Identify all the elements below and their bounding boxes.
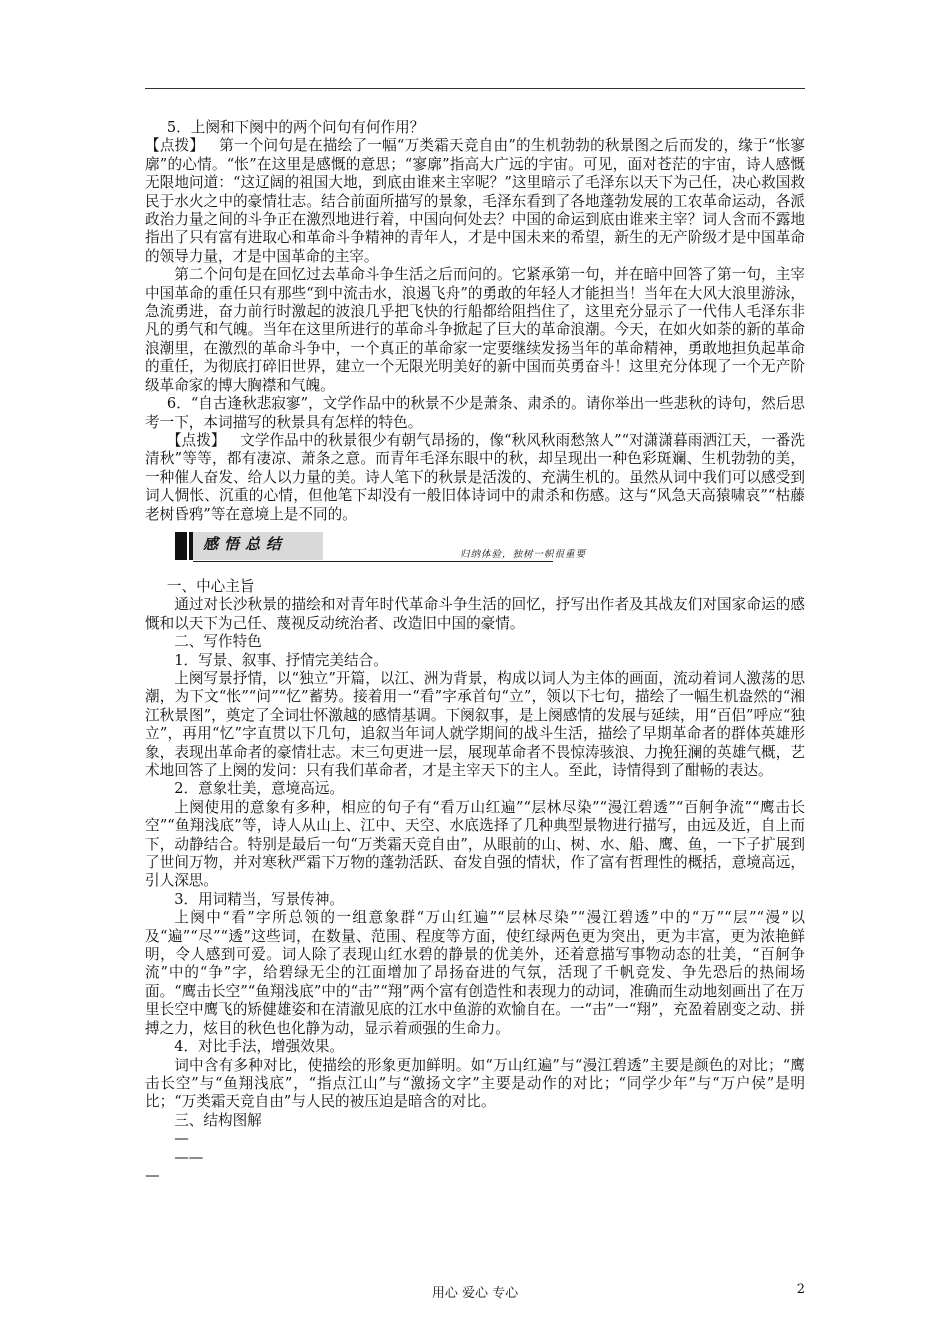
page-number: 2 <box>796 1282 805 1297</box>
banner-title: 感悟总结 <box>203 534 288 553</box>
header-rule <box>145 88 805 89</box>
heading-writing-features: 二、写作特色 <box>174 633 262 651</box>
feature-2-title: 2．意象壮美，意境高远。 <box>174 780 345 798</box>
feature-1-text: 上阕写景抒情，以“独立”开篇，以江、洲为背景，构成以词人为主体的画面，流动着词人激荡的思潮，为下文“怅”“问”“忆”蓄势。接着用一“看”字承首句“立”，领以下七句，描绘了一幅生机盎然的“湘江秋景图”，奠定了全词壮怀激越的感情基调。下阕叙事，是上阕感情的发展与延续，用“百侣”呼应“独立”，再用“忆”字直贯以下几句，追叙当年词人就学期间的战斗生活，描绘了早期革命者的群体英雄形象，表现出革命者的豪情壮志。末三句更进一层，展现革命者不畏惊涛骇浪、力挽狂澜的英雄气概，艺术地回答了上阕的发问：只有我们革命者，才是主宰天下的主人。至此，诗情得到了酣畅的表达。 <box>145 669 805 779</box>
banner-bar <box>175 532 187 560</box>
page-content <box>145 119 805 1185</box>
structure-dash-2: —— <box>174 1148 204 1166</box>
heading-structure: 三、结构图解 <box>174 1111 262 1129</box>
feature-2-text: 上阕使用的意象有多种，相应的句子有“看万山红遍”“层林尽染”“漫江碧透”“百舸争流”“鹰击长空”“鱼翔浅底”等，诗人从山上、江中、天空、水底选择了几种典型景物进行描写，由远及近，自上而下，动静结合。特别是最后一句“万类霜天竞自由”，从眼前的山、树、水、船、鹰、鱼，一下子扩展到了世间万物，并对寒秋严霜下万物的蓬勃活跃、奋发自强的情状，作了富有哲理性的概括，意境高远，引人深思。 <box>145 798 805 890</box>
section-banner <box>145 530 805 566</box>
feature-3-title: 3．用词精当，写景传神。 <box>174 890 345 908</box>
q5-answer-1 <box>145 137 805 266</box>
feature-1-title: 1．写景、叙事、抒情完美结合。 <box>174 651 388 669</box>
heading-main-idea: 一、中心主旨 <box>166 577 255 595</box>
question-6: 6．“自古逢秋悲寂寥”，文学作品中的秋景不少是萧条、肃杀的。请你举出一些悲秋的诗句，然后思考一下，本词描写的秋景具有怎样的特色。 <box>145 395 805 431</box>
footer-motto: 用心 爱心 专心 <box>431 1286 519 1301</box>
question-5: 5．上阕和下阕中的两个问句有何作用？ <box>166 119 425 136</box>
q5-answer-1-text: 第一个问句是在描绘了一幅“万类霜天竞自由”的生机勃勃的秋景图之后而发的，缘于“怅寥廓”的心情。“怅”在这里是感慨的意思；“寥廓”指高大广远的宇宙。可见，面对苍茫的宇宙，诗人感慨无限地问道：“这辽阔的祖国大地，到底由谁来主宰呢？”这里暗示了毛泽东以天下为己任，决心救国救民于水火之中的豪情壮志。结合前面所描写的景象，毛泽东看到了各地蓬勃发展的工农革命运动，各派政治力量之间的斗争正在激烈地进行着，中国向何处去？中国的命运到底由谁来主宰？词人含而不露地指出了只有富有进取心和革命斗争精神的青年人，才是中国未来的希望，新生的无产阶级才是中国革命的领导力量，才是中国革命的主宰。 <box>145 137 805 265</box>
q5-answer-2: 第二个问句是在回忆过去革命斗争生活之后而问的。它紧承第一句，并在暗中回答了第一句，主宰中国革命的重任只有那些“到中流击水，浪遏飞舟”的勇敢的年轻人才能担当！当年在大风大浪里游泳，急流勇进，奋力前行时激起的波浪几乎把飞快的行船都给阻挡住了，这里充分显示了一代伟人毛泽东非凡的勇气和气魄。当年在这里所进行的革命斗争掀起了巨大的革命浪潮。今天，在如火如荼的新的革命浪潮里，在激烈的革命斗争中，一个真正的革命家一定要继续发扬当年的革命精神，勇敢地担负起革命的重任，为彻底打碎旧世界，建立一个无限光明美好的新中国而英勇奋斗！这里充分体现了一个无产阶级革命家的博大胸襟和气魄。 <box>145 266 805 394</box>
banner-subtitle: 归纳体验，独树一帜很重要 <box>460 548 587 560</box>
main-idea-text: 通过对长沙秋景的描绘和对青年时代革命斗争生活的回忆，抒写出作者及其战友们对国家命运的感慨和以天下为己任、蔑视反动统治者、改造旧中国的豪情。 <box>145 596 805 632</box>
q6-answer-text: 文学作品中的秋景很少有朝气昂扬的，像“秋风秋雨愁煞人”“对潇潇暮雨洒江天，一番洗清秋”等等，都有凄凉、萧条之意。而青年毛泽东眼中的秋，却呈现出一种色彩斑斓、生机勃勃的美，一种催人奋发、给人以力量的美。诗人笔下的秋景是活泼的、充满生机的。虽然从词中我们可以感受到词人惆怅、沉重的心情，但他笔下却没有一般旧体诗词中的肃杀和伤感。这与“风急天高猿啸哀”“枯藤老树昏鸦”等在意境上是不同的。 <box>145 431 805 523</box>
structure-dash-1: — <box>174 1130 189 1148</box>
feature-4-text: 词中含有多种对比，使描绘的形象更加鲜明。如“万山红遍”与“漫江碧透”主要是颜色的对比；“鹰击长空”与“鱼翔浅底”，“指点江山”与“激扬文字”主要是动作的对比；“同学少年”与“万户侯”是明比；“万类霜天竞自由”与人民的被压迫是暗含的对比。 <box>145 1056 805 1111</box>
feature-3-text: 上阕中“看”字所总领的一组意象群“万山红遍”“层林尽染”“漫江碧透”中的“万”“层”“漫”以及“遍”“尽”“透”这些词，在数量、范围、程度等方面，使红绿两色更为突出，更为丰富，更为浓艳鲜明，令人感到可爱。词人除了表现山红水碧的静景的优美外，还着意描写事物动态的壮美，“百舸争流”中的“争”字，给碧绿无尘的江面增加了昂扬奋进的气氛，活现了千帆竞发、争先恐后的热闹场面。“鹰击长空”“鱼翔浅底”中的“击”“翔”两个富有创造性和表现力的动词，准确而生动地刻画出了在万里长空中鹰飞的矫健雄姿和在清澈见底的江水中鱼游的欢愉自在。一“击”一“翔”，充盈着剧变之动、拼搏之力，炫目的秋色也化静为动，显示着顽强的生命力。 <box>145 909 805 1037</box>
hint-tag: 【点拨】 <box>166 431 226 449</box>
structure-dash-3: — <box>145 1166 160 1184</box>
feature-4-title: 4．对比手法，增强效果。 <box>174 1038 345 1056</box>
q6-answer <box>145 432 805 524</box>
hint-tag: 【点拨】 <box>145 137 205 155</box>
